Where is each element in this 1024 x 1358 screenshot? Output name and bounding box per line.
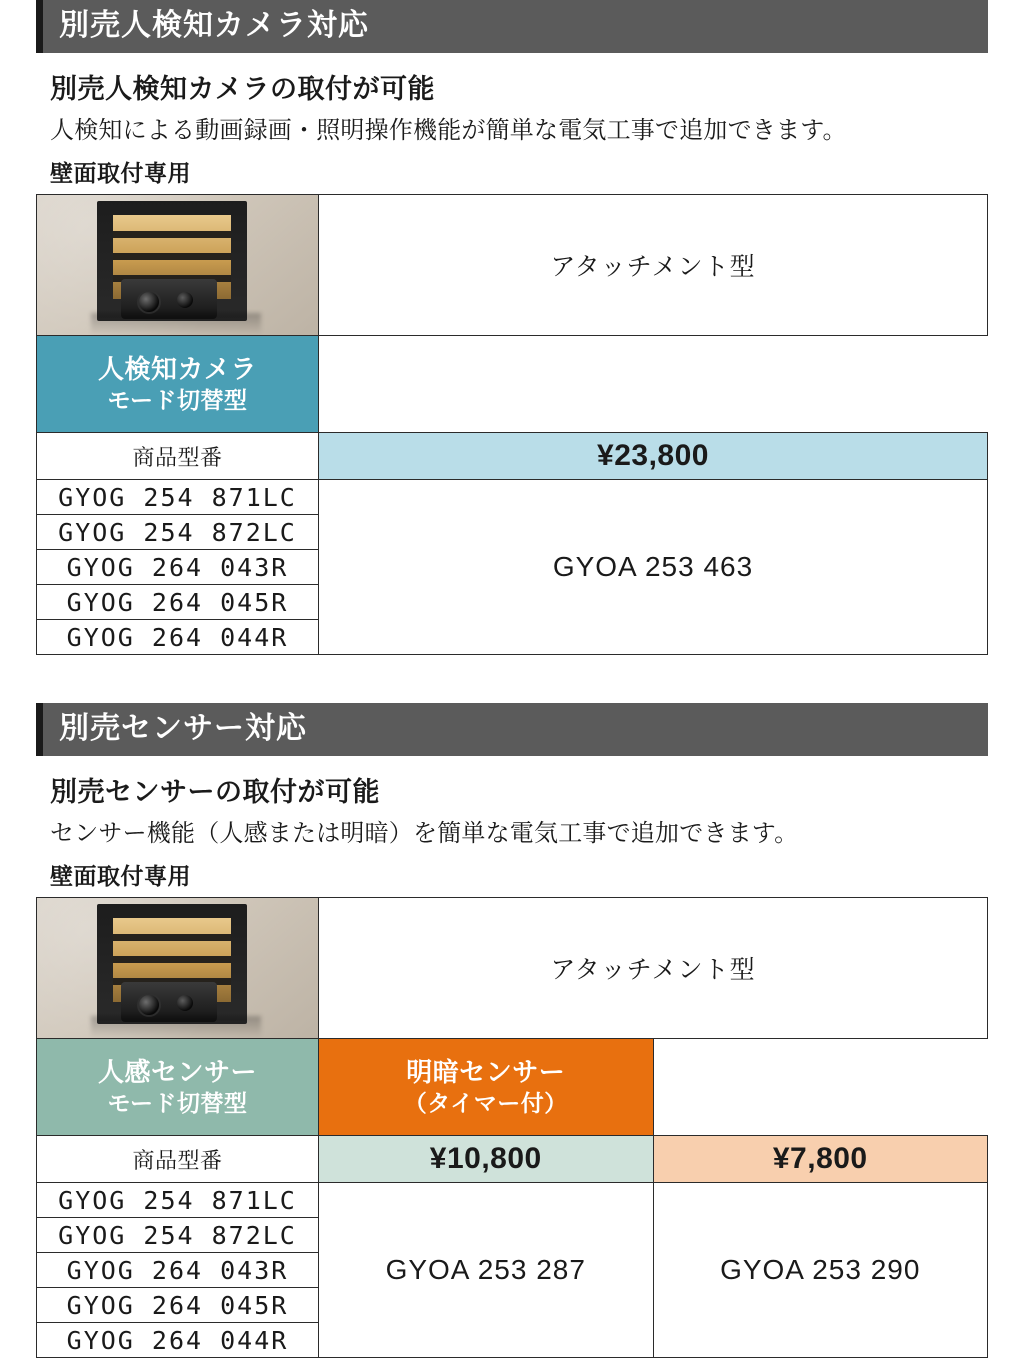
attachment-model-number-photocell: GYOA 253 290 (653, 1183, 988, 1358)
table-row (37, 1183, 988, 1218)
spec-table-camera (36, 194, 988, 655)
table-row (37, 195, 988, 336)
louver-slat (113, 934, 231, 941)
table-caption-camera: 壁面取付専用 (50, 160, 191, 186)
product-type-header-motion (37, 1039, 319, 1136)
product-type-name: 明暗センサー (406, 1057, 566, 1088)
section-description-camera: 人検知による動画録画・照明操作機能が簡単な電気工事で追加できます。 (50, 117, 847, 144)
section-title-sensor: 別売センサー対応 (43, 703, 988, 756)
spec-table-sensor (36, 897, 988, 1358)
product-type-name: 人検知カメラ (97, 354, 257, 385)
table-caption-sensor: 壁面取付専用 (50, 863, 191, 889)
louver-slat (113, 253, 231, 260)
section-subhead-camera: 別売人検知カメラの取付が可能 (50, 74, 435, 104)
section-header-bar-wrap-2 (36, 703, 988, 756)
model-number: GYOG 254 871LC (37, 1183, 319, 1218)
table-row (37, 336, 988, 433)
photo-shadow (91, 1016, 261, 1038)
model-column-label-sensor: 商品型番 (37, 1136, 319, 1183)
product-type-subname: （タイマー付） (403, 1089, 568, 1116)
price-camera: ¥23,800 (319, 433, 988, 480)
photo-shadow (91, 313, 261, 335)
table-row (37, 433, 988, 480)
product-photo-cell-sensor (37, 898, 319, 1039)
product-photo-sensor (37, 898, 318, 1038)
model-number: GYOG 264 043R (37, 550, 319, 585)
attachment-model-number-motion: GYOA 253 287 (319, 1183, 654, 1358)
section-camera (36, 0, 988, 655)
attachment-model-number-camera: GYOA 253 463 (319, 480, 988, 655)
attachment-type-header-sensor: アタッチメント型 (319, 898, 988, 1039)
section-subhead-sensor: 別売センサーの取付が可能 (50, 777, 380, 807)
louver-slat (113, 956, 231, 963)
product-type-subname: モード切替型 (107, 386, 248, 413)
table-row (37, 898, 988, 1039)
table-row (37, 1039, 988, 1136)
model-column-label-camera: 商品型番 (37, 433, 319, 480)
model-number: GYOG 254 871LC (37, 480, 319, 515)
model-number: GYOG 254 872LC (37, 1218, 319, 1253)
model-number: GYOG 264 043R (37, 1253, 319, 1288)
product-photo-cell-camera (37, 195, 319, 336)
model-number: GYOG 264 044R (37, 1323, 319, 1358)
product-type-subname: モード切替型 (107, 1089, 248, 1116)
attachment-type-header-camera: アタッチメント型 (319, 195, 988, 336)
louver-slat (113, 231, 231, 238)
section-header-bar-wrap (36, 0, 988, 53)
section-gap (36, 655, 988, 703)
product-photo-camera (37, 195, 318, 335)
camera-lens-icon (137, 290, 161, 314)
sensor-dome-icon (177, 995, 193, 1011)
product-type-name: 人感センサー (97, 1057, 257, 1088)
table-row (37, 480, 988, 515)
camera-sensor-icon (177, 292, 193, 308)
section-description-sensor: センサー機能（人感または明暗）を簡単な電気工事で追加できます。 (50, 820, 799, 847)
product-type-header-camera (37, 336, 319, 433)
table-row (37, 1136, 988, 1183)
sensor-dial-icon (137, 993, 161, 1017)
product-type-header-photocell (319, 1039, 654, 1136)
section-sensor (36, 703, 988, 1358)
section-title-camera: 別売人検知カメラ対応 (43, 0, 988, 53)
model-number: GYOG 264 044R (37, 620, 319, 655)
model-number: GYOG 264 045R (37, 585, 319, 620)
model-number: GYOG 264 045R (37, 1288, 319, 1323)
price-motion-sensor: ¥10,800 (319, 1136, 654, 1183)
model-number: GYOG 254 872LC (37, 515, 319, 550)
price-photocell-sensor: ¥7,800 (653, 1136, 988, 1183)
